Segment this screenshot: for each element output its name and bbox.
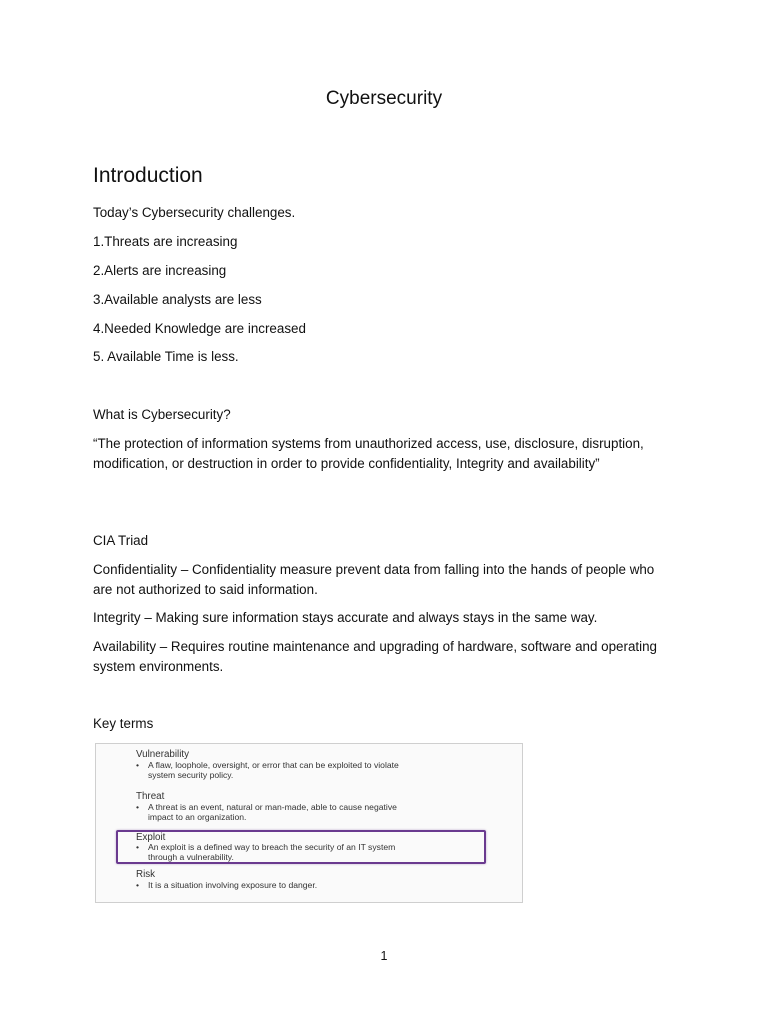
key-term-exploit-desc: • An exploit is a defined way to breach the security of an IT system through a vulnerability. — [136, 842, 476, 862]
challenge-item-2: 2.Alerts are increasing — [93, 263, 227, 278]
key-term-desc-line: It is a situation involving exposure to danger. — [148, 880, 318, 890]
key-term-risk: Risk — [136, 869, 156, 880]
key-term-desc-line: impact to an organization. — [148, 812, 247, 822]
key-term-desc-line: through a vulnerability. — [148, 852, 234, 862]
cia-confidentiality: Confidentiality – Confidentiality measure prevent data from falling into the hands of people who are not authorized to said information. — [93, 562, 655, 597]
key-term-desc-line: A threat is an event, natural or man-made, able to cause negative — [148, 802, 397, 812]
page-title: Cybersecurity — [325, 88, 443, 109]
challenge-item-3: 3.Available analysts are less — [93, 292, 262, 307]
definition-paragraph: “The protection of information systems from unauthorized access, use, disclosure, disruption, modification, or destruction in order to provide confidentiality, Integrity and availability” — [93, 436, 644, 471]
key-term-desc-line: A flaw, loophole, oversight, or error that can be exploited to violate — [148, 760, 399, 770]
key-terms-heading: Key terms — [93, 716, 154, 731]
key-terms-image — [95, 743, 523, 903]
key-term-threat-desc: • A threat is an event, natural or man-made, able to cause negative impact to an organization. — [136, 802, 476, 822]
what-is-heading: What is Cybersecurity? — [93, 407, 231, 422]
key-term-desc-line: system security policy. — [148, 770, 234, 780]
challenge-item-1: 1.Threats are increasing — [93, 234, 238, 249]
key-term-vulnerability-desc: • A flaw, loophole, oversight, or error that can be exploited to violate system security policy. — [136, 760, 476, 780]
cia-integrity: Integrity – Making sure information stays accurate and always stays in the same way. — [93, 610, 598, 625]
key-term-exploit: Exploit — [136, 832, 166, 843]
page-number: 1 — [380, 949, 388, 963]
key-term-risk-desc: • It is a situation involving exposure to danger. — [136, 880, 318, 890]
challenge-item-5: 5. Available Time is less. — [93, 349, 239, 364]
key-term-vulnerability: Vulnerability — [136, 749, 190, 760]
introduction-heading: Introduction — [93, 164, 203, 187]
challenge-item-4: 4.Needed Knowledge are increased — [93, 321, 306, 336]
key-term-desc-line: An exploit is a defined way to breach the security of an IT system — [148, 842, 396, 852]
challenges-intro: Today’s Cybersecurity challenges. — [93, 205, 296, 220]
cia-availability: Availability – Requires routine maintenance and upgrading of hardware, software and operating system environments. — [93, 639, 658, 674]
key-term-threat: Threat — [136, 791, 165, 802]
cia-heading: CIA Triad — [93, 533, 149, 548]
